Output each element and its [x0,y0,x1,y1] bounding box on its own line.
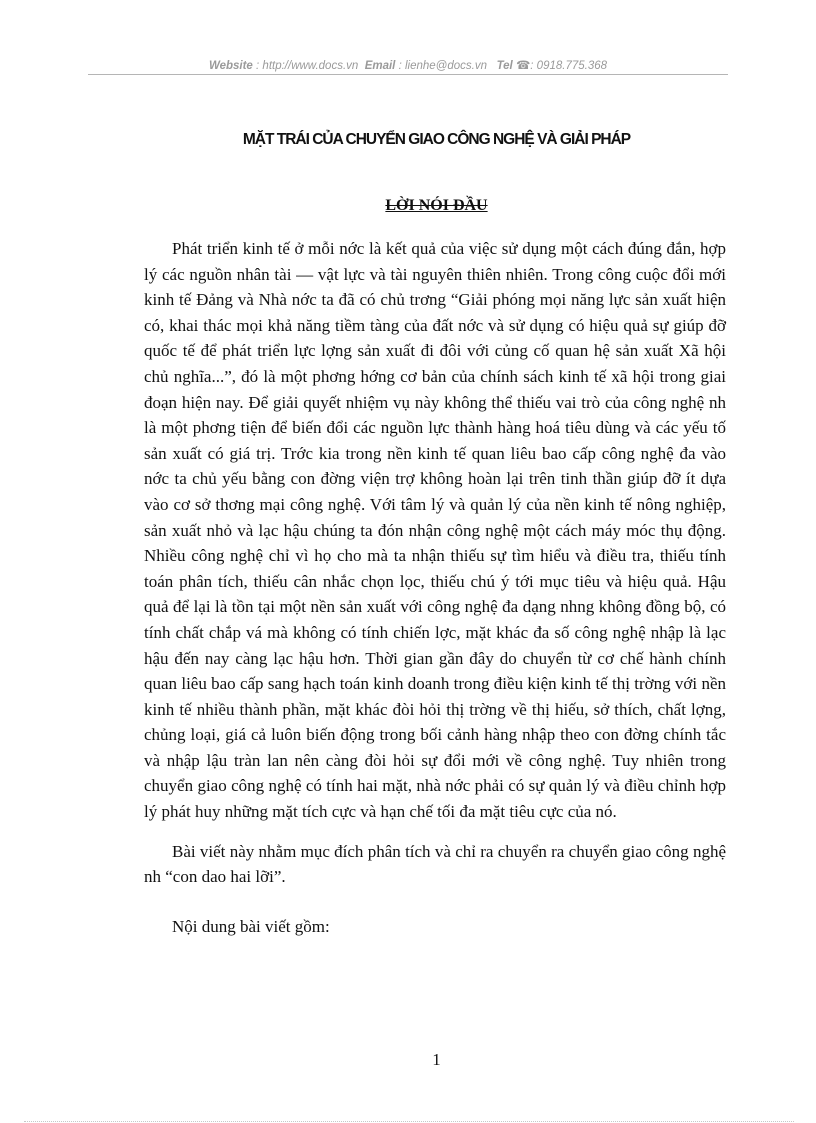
body-paragraph-1: Phát triển kinh tế ở mỗi nớc là kết quả của việc sử dụng một cách đúng đắn, hợp lý các nguồn nhân tài — vật lực và tài nguyên thiên nhiên. Trong công cuộc đổi mới kinh tế Đảng và Nhà nớc ta đã có chủ trơng “Giải phóng mọi năng lực sản xuất hiện có, khai thác mọi khả năng tiềm tàng của đất nớc và sử dụng có hiệu quả sự giúp đỡ quốc tế để phát triển lực lợng sản xuất đi đôi với củng cố quan hệ sản xuất Xã hội chủ nghĩa...”, đó là một phơng hớng cơ bản của chính sách kinh tế xã hội trong giai đoạn hiện nay. Để giải quyết nhiệm vụ này không thể thiếu vai trò của công nghệ nh là một phơng tiện để biến đổi các nguồn lực thành hàng hoá tiêu dùng và các yếu tố sản xuất có giá trị. Trớc kia trong nền kinh tế quan liêu bao cấp công nghệ đa vào nớc ta chủ yếu bằng con đờng viện trợ không hoàn lại trên tinh thần giúp đỡ ít dựa vào cơ sở thơng mại công nghệ. Với tâm lý và quản lý của nền kinh tế nông nghiệp, sản xuất nhỏ và lạc hậu chúng ta đón nhận công nghệ một cách máy móc thụ động. Nhiều công nghệ chỉ vì họ cho mà ta nhận thiếu sự tìm hiểu và điều tra, thiếu tính toán phân tích, thiếu cân nhắc chọn lọc, thiếu chú ý tới mục tiêu và hiệu quả. Hậu quả để lại là tồn tại một nền sản xuất với công nghệ đa dạng nhng không đồng bộ, có tính chất chắp vá mà không có tính chiến lợc, mặt khác đa số công nghệ nhập là lạc hậu đến nay càng lạc hậu hơn. Thời gian gần đây do chuyển từ cơ chế hành chính quan liêu bao cấp sang hạch toán kinh doanh trong điều kiện kinh tế thị trờng với nền kinh tế nhiều thành phần, mặt khác đòi hỏi thị trờng về thị hiếu, sở thích, chất lợng, chủng loại, giá cả luôn biến động trong bối cảnh hàng nhập theo con đờng chính tắc và nhập lậu tràn lan nên càng đòi hỏi sự đổi mới về công nghệ. Tuy nhiên trong chuyển giao công nghệ có tính hai mặt, nhà nớc phải có sự quản lý và điều chỉnh hợp lý phát huy những mặt tích cực và hạn chế tối đa mặt tiêu cực của nó. [144,239,726,822]
document-title: MẶT TRÁI CỦA CHUYỂN GIAO CÔNG NGHỆ VÀ GIẢI PHÁP [242,131,631,148]
document-body [144,236,726,939]
email-value: : lienhe@docs.vn [398,60,487,72]
section-heading: LỜI NÓI ĐẦU [385,197,488,214]
website-value: : http://www.docs.vn [256,60,359,72]
website-label: Website [208,60,253,72]
page-header [88,58,728,72]
tel-label: Tel [496,60,513,72]
body-paragraph-2: Bài viết này nhằm mục đích phân tích và chỉ ra chuyển ra chuyển giao công nghệ nh “con dao hai lỡi”. [144,841,726,887]
email-label: Email [364,60,396,72]
tel-value: : 0918.775.368 [530,60,608,72]
header-divider [88,74,728,75]
phone-icon: ☎ [515,60,531,72]
body-paragraph-3: Nội dung bài viết gồm: [172,916,330,936]
footer-divider [24,1121,794,1122]
page-number: 1 [432,1050,441,1069]
